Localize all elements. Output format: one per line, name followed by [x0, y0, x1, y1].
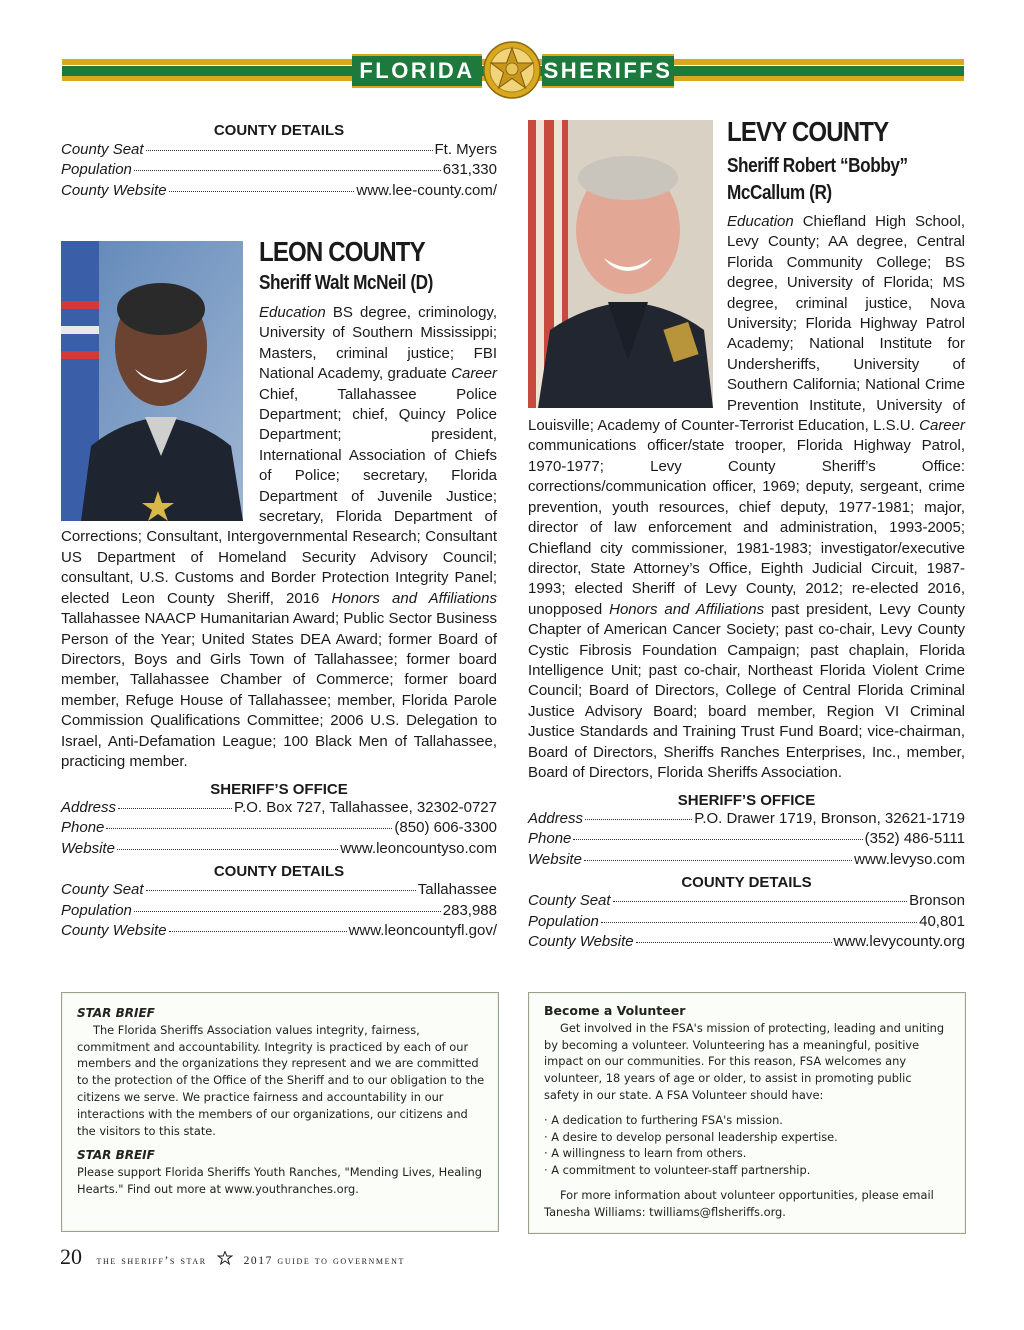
photo-spacer	[528, 212, 727, 416]
detail-row: County Seat Ft. Myers	[61, 141, 497, 158]
detail-row: Website www.leoncountyso.com	[61, 839, 497, 857]
star-brief-box	[61, 992, 499, 1232]
detail-row: County Website www.lee-county.com/	[61, 181, 497, 199]
photo-spacer	[61, 303, 259, 525]
star-brief-text: The Florida Sheriffs Association values integrity, fairness, commitment and accountability. Integrity is practiced by each of our members and the organizations they represent and we are committed to the protection of the Office of the Sheriff and to our obligation to the citizens we serve. We practice fairness and accountability in our interactions with the members of our organizations, our citizens and the visitors to this state.	[77, 1022, 485, 1138]
list-item: · A commitment to volunteer-staff partnership.	[544, 1163, 811, 1178]
sheriff-name: McCallum (R)	[727, 182, 832, 204]
sheriff-star-badge-icon	[482, 40, 542, 100]
detail-row: County Seat Tallahassee	[61, 881, 497, 899]
detail-row: Population 40,801	[528, 912, 965, 930]
star-brief-heading: STAR BREIF	[77, 1148, 155, 1163]
detail-row: County Website www.levycounty.org	[528, 933, 965, 951]
volunteer-closing: For more information about volunteer opportunities, please email Tanesha Williams: twilliams@flsheriffs.org.	[544, 1187, 934, 1219]
section-heading: COUNTY DETAILS	[681, 874, 812, 892]
detail-row: Population 283,988	[61, 901, 497, 919]
leon-sheriff-office	[61, 781, 497, 941]
list-item: · A willingness to learn from others.	[544, 1146, 747, 1161]
volunteer-heading: Become a Volunteer	[544, 1003, 686, 1018]
star-icon	[217, 1251, 233, 1265]
levy-header	[727, 116, 965, 207]
page-number: 20	[60, 1244, 82, 1269]
volunteer-list	[544, 1112, 949, 1179]
detail-row: Address P.O. Drawer 1719, Bronson, 32621-1719	[528, 810, 965, 827]
star-brief-text: Please support Florida Sheriffs Youth Ranches, "Mending Lives, Healing Hearts." Find out more at www.youthranches.org.	[77, 1165, 483, 1196]
edition-name: 2017 guide to government	[243, 1255, 405, 1267]
sheriff-name: Sheriff Robert “Bobby”	[727, 155, 908, 177]
section-heading: COUNTY DETAILS	[213, 122, 345, 139]
list-item: · A desire to develop personal leadership expertise.	[544, 1129, 838, 1144]
detail-row: Address P.O. Box 727, Tallahassee, 32302-0727	[61, 799, 497, 816]
detail-row: County Seat Bronson	[528, 892, 965, 910]
detail-row: Population 631,330	[61, 161, 497, 179]
volunteer-box	[528, 992, 966, 1234]
detail-row: Phone (352) 486-5111	[528, 830, 965, 848]
volunteer-intro: Get involved in the FSA's mission of protecting, leading and uniting by becoming a volunteer. Volunteering has a meaningful, positive impact on our communities. For this reason, FSA welcomes any volunteer, 18 years of age or older, to assist in promoting public safety in our state. A FSA Volunteer should have:	[544, 1020, 945, 1102]
list-item: · A dedication to furthering FSA's mission.	[544, 1112, 783, 1127]
leon-header	[259, 236, 497, 297]
section-heading: COUNTY DETAILS	[213, 863, 345, 881]
masthead-sheriffs: SHERIFFS	[542, 54, 674, 88]
detail-row: County Website www.leoncountyfl.gov/	[61, 922, 497, 940]
page-footer	[60, 1244, 405, 1270]
levy-sheriff-office	[528, 792, 965, 952]
masthead-florida: FLORIDA	[352, 54, 482, 88]
levy-bio: Education Chiefland High School, Levy County; AA degree, Central Florida Community College; BS degree, University of Florida; MS degree, criminal justice, Nova University; Florida Highway Patrol Academy; National Institute for Undersheriffs, University of Southern California; National Crime Prevention Institute, University of Louisville; Academy of Counter-Terrorist Education, L.S.U. Career communications officer/state trooper, Florida Highway Patrol, 1970-1977; Levy County Sheriff’s Office: corrections/communication officer, 1969; deputy, sergeant, crime prevention, youth resources, chief deputy, 1977-1981; major, director of law enforcement and administration, 1993-2005; Chiefland city commissioner, 1981-1983; investigator/executive director, State Attorney’s Office, Eighth Judicial Circuit, 1987-1993; elected Sheriff of Levy County, 2012; re-elected 2016, unopposed Honors and Affiliations past president, Levy County Chapter of American Cancer Society; past co-chair, Levy County Cystic Fibrosis Foundation Campaign; past chaplain, Florida Intelligence Unit; past co-chair, Northeast Florida Violent Crime Council; Board of Directors, College of Central Florida Criminal Justice Advisory Board; board member, Region VI Criminal Justice Standards and Training Trust Fund Board; vice-chairman, Board of Directors, Sheriffs Ranches Enterprises, Inc., member, Board of Directors, Florida Sheriffs Association.	[528, 213, 966, 781]
detail-row: Website www.levyso.com	[528, 850, 965, 868]
publication-name: the sheriff’s star	[96, 1255, 207, 1267]
lee-county-details	[61, 122, 497, 201]
detail-row: Phone (850) 606-3300	[61, 819, 497, 837]
county-title: LEON COUNTY	[259, 236, 425, 267]
leon-bio: Education BS degree, criminology, University of Southern Mississippi; Masters, criminal justice; FBI National Academy, graduate Career Chief, Tallahassee Police Department; chief, Quincy Police Department; president, International Association of Chiefs of Police; secretary, Florida Department of Juvenile Justice; secretary, Florida Department of Corrections; Consultant, Intergovernmental Research; Consultant US Department of Homeland Security Advisory Council; consultant, U.S. Customs and Border Protection Integrity Panel; elected Leon County Sheriff, 2016 Honors and Affiliations Tallahassee NAACP Humanitarian Award; Public Sector Business Person of the Year; United States DEA Award; former Board of Directors, Boys and Girls Town of Tallahassee; former board member, Tallahassee Chamber of Commerce; former board member, Refuge House of Tallahassee; member, Florida Parole Commission Qualifications Committee; 2006 U.S. Delegation to Israel, Anti-Defamation League; 100 Black Men of Tallahassee, practicing member.	[61, 304, 497, 770]
county-title: LEVY COUNTY	[727, 116, 889, 147]
section-heading: SHERIFF’S OFFICE	[677, 792, 816, 809]
sheriff-name: Sheriff Walt McNeil (D)	[259, 272, 433, 294]
section-heading: SHERIFF’S OFFICE	[210, 781, 348, 798]
star-brief-heading: STAR BRIEF	[77, 1006, 155, 1020]
